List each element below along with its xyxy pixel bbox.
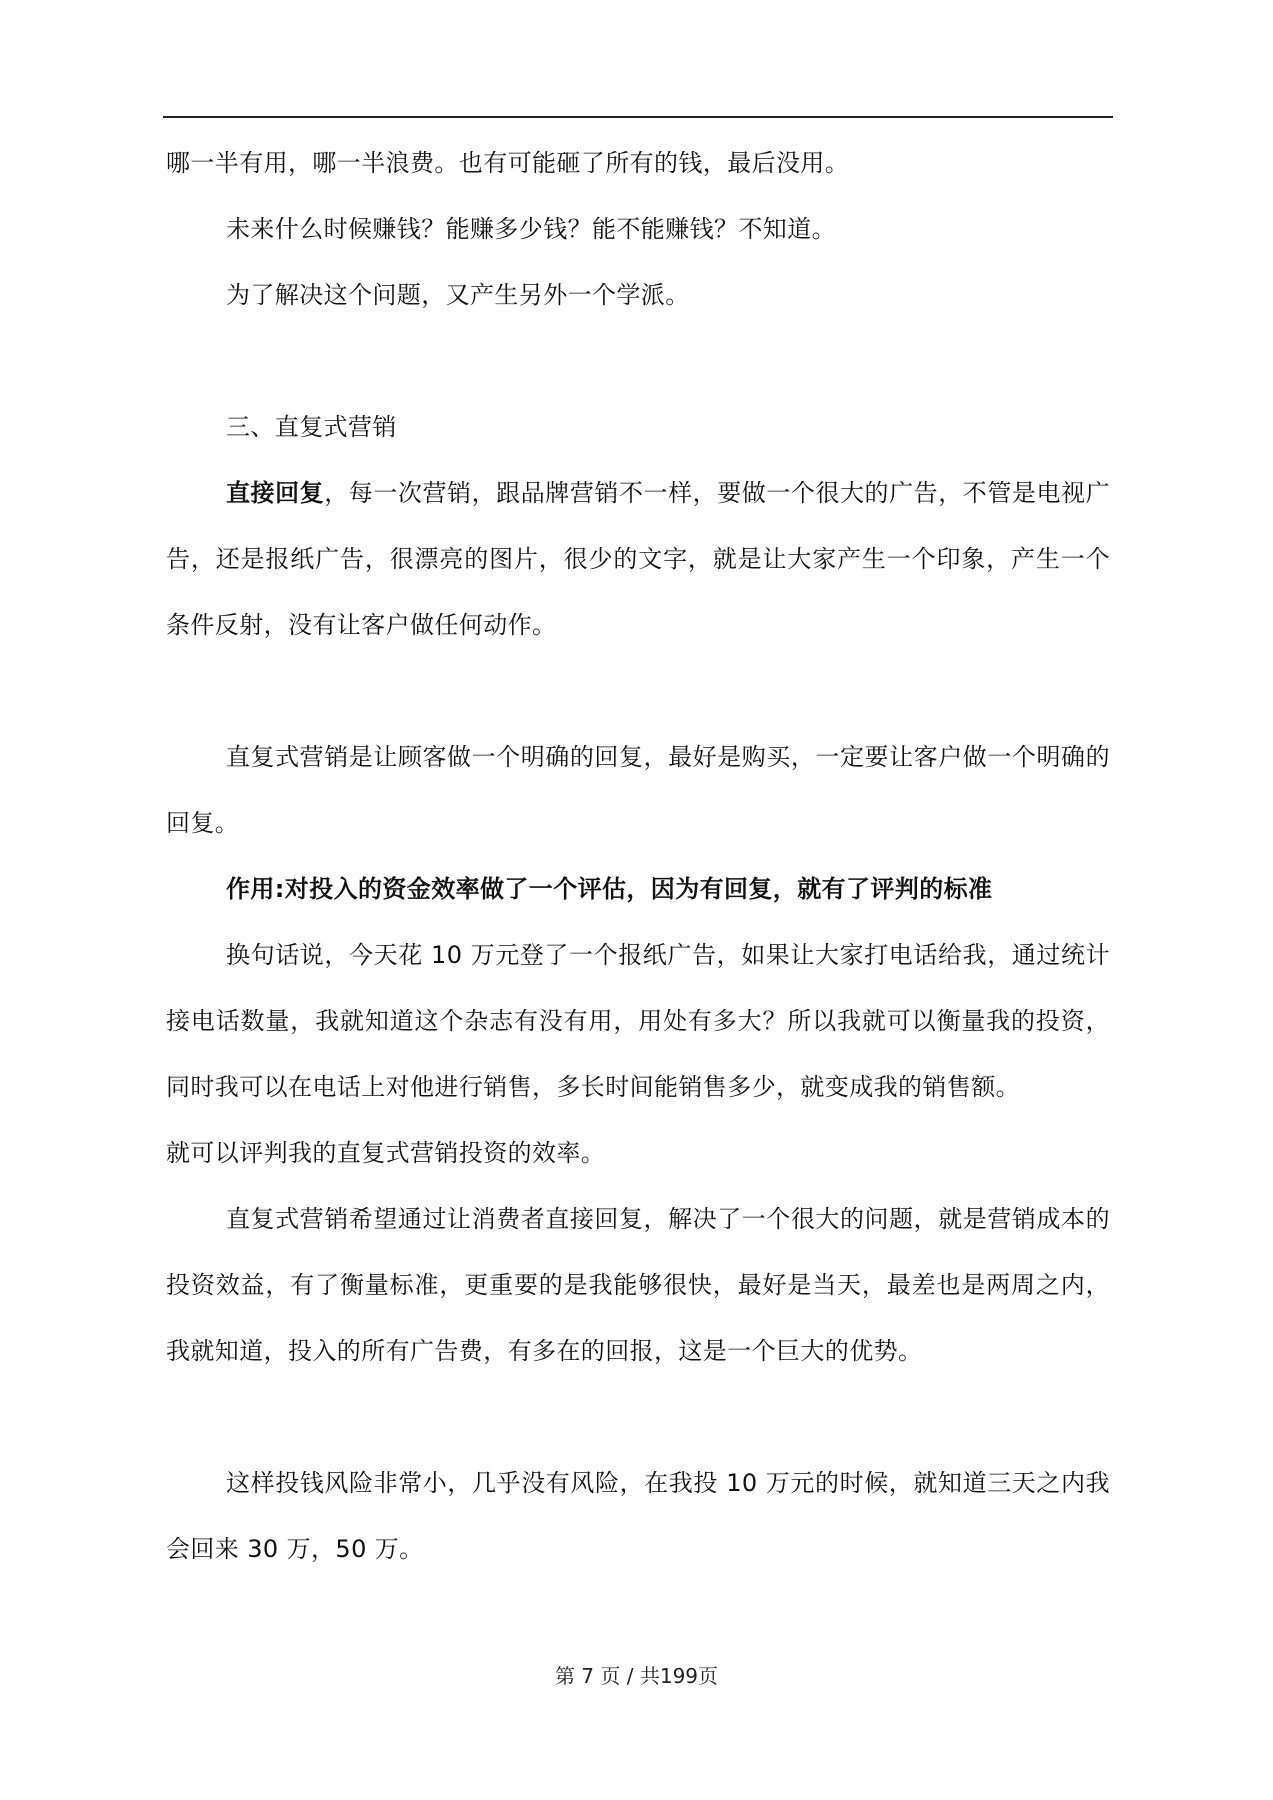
paragraph-continuation: 哪一半有用，哪一半浪费。也有可能砸了所有的钱，最后没用。	[166, 149, 850, 177]
paragraph-questions: 未来什么时候赚钱？能赚多少钱？能不能赚钱？不知道。	[226, 215, 836, 243]
paragraph-advantage: 直复式营销希望通过让消费者直接回复，解决了一个很大的问题，就是营销成本的投资效益，有了衡量标准，更重要的是我能够很快，最好是当天，最差也是两周之内，我就知道，投入的所有广告费，有多在的回报，这是一个巨大的优势。	[166, 1205, 1110, 1365]
direct-reply-term: 直接回复	[226, 479, 325, 507]
spacer	[166, 658, 1110, 724]
paragraph-evaluate: 就可以评判我的直复式营销投资的效率。	[166, 1139, 606, 1167]
page-footer: 第 7 页 / 共199页	[554, 1664, 719, 1688]
section-heading: 三、直复式营销	[226, 413, 397, 441]
spacer	[166, 328, 1110, 394]
paragraph-direct-reply	[166, 460, 1110, 658]
header-rule	[163, 116, 1113, 118]
paragraph-risk: 这样投钱风险非常小，几乎没有风险，在我投 10 万元的时候，就知道三天之内我会回来 30 万，50 万。	[166, 1469, 1110, 1563]
spacer	[166, 1384, 1110, 1450]
document-body	[166, 130, 1110, 1582]
paragraph-definition: 直复式营销是让顾客做一个明确的回复，最好是购买，一定要让客户做一个明确的回复。	[166, 743, 1110, 837]
paragraph-example: 换句话说，今天花 10 万元登了一个报纸广告，如果让大家打电话给我，通过统计接电话数量，我就知道这个杂志有没有用，用处有多大？所以我就可以衡量我的投资，同时我可以在电话上对他进行销售，多长时间能销售多少，就变成我的销售额。	[166, 941, 1110, 1101]
direct-reply-text: ，每一次营销，跟品牌营销不一样，要做一个很大的广告，不管是电视广告，还是报纸广告，很漂亮的图片，很少的文字，就是让大家产生一个印象，产生一个条件反射，没有让客户做任何动作。	[166, 479, 1110, 639]
paragraph-function: 作用:对投入的资金效率做了一个评估，因为有回复，就有了评判的标准	[226, 875, 993, 903]
paragraph-new-school: 为了解决这个问题，又产生另外一个学派。	[226, 281, 690, 309]
